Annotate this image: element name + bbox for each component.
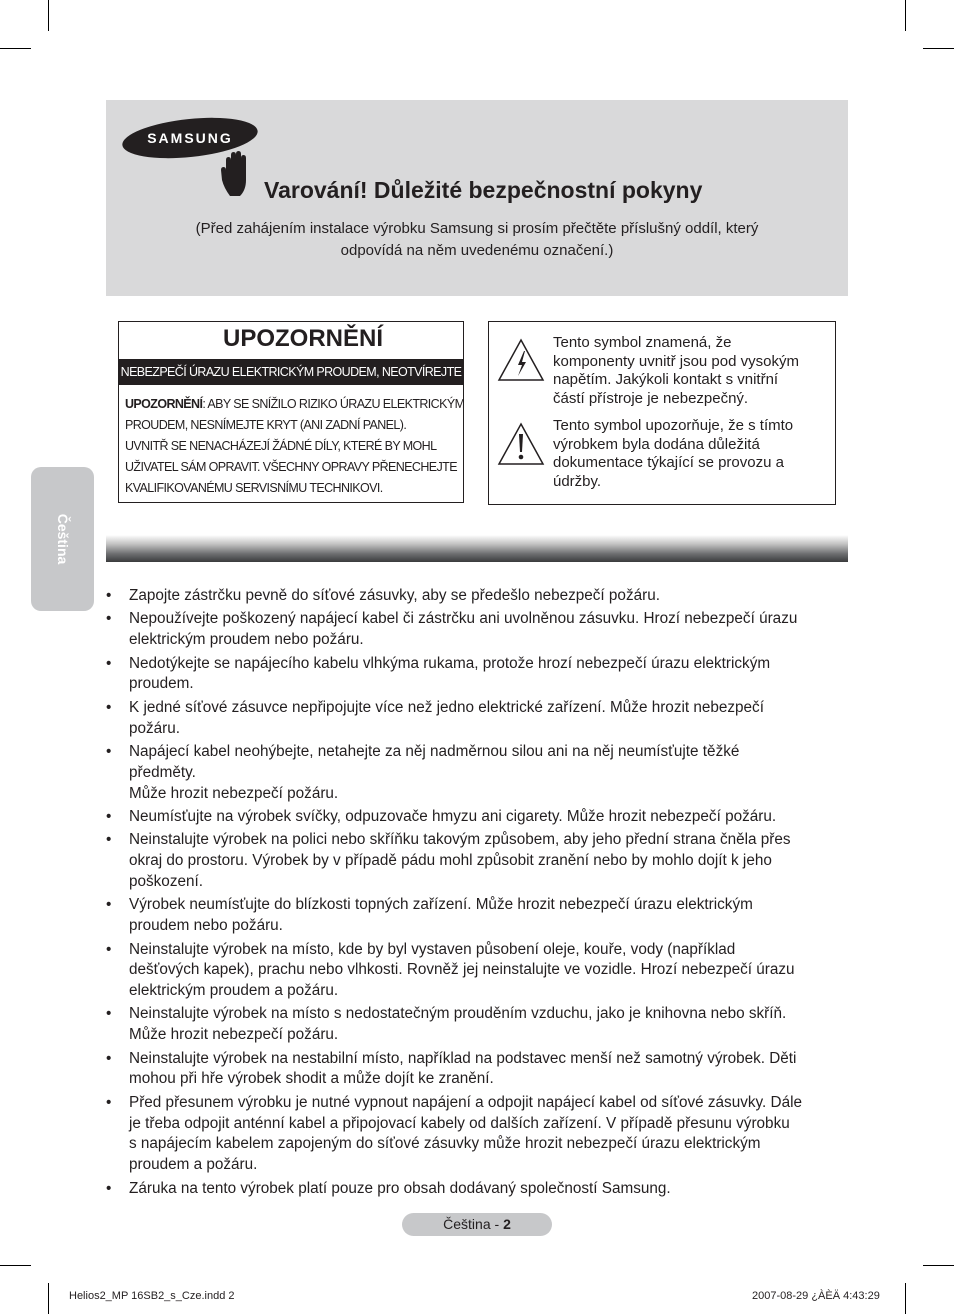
list-item-line: elektrickým proudem nebo požáru. [129, 631, 364, 649]
page-label: Čeština - [443, 1216, 504, 1232]
list-item-line: Neumísťujte na výrobek svíčky, odpuzovače hmyzu ani cigarety. Může hrozit nebezpečí požáru. [129, 807, 777, 825]
list-item-line: Může hrozit nebezpečí požáru. [129, 784, 339, 802]
symbol-line: Tento symbol upozorňuje, že s tímto [553, 417, 794, 434]
symbol-line: Tento symbol znamená, že [553, 334, 732, 351]
caution-bar: NEBEZPEČÍ ÚRAZU ELEKTRICKÝM PROUDEM, NEOTVÍREJTE [119, 359, 463, 385]
symbol-line: výrobkem byla dodána důležitá [553, 435, 760, 453]
symbol-description [553, 417, 831, 491]
list-item-line: Neinstalujte výrobek na místo, kde by byl vystaven působení oleje, kouře, vody (například [129, 940, 736, 958]
symbols-box [488, 321, 836, 505]
list-item [106, 742, 854, 804]
bullet-dot: • [106, 587, 112, 604]
bullet-dot: • [106, 742, 112, 760]
caution-line: UVNITŘ SE NENACHÁZEJÍ ŽÁDNÉ DÍLY, KTERÉ BY MOHL [125, 439, 437, 453]
header-panel [106, 100, 848, 296]
list-item-line: proudem. [129, 675, 194, 693]
list-item-line: elektrickým proudem a požáru. [129, 982, 339, 1000]
list-item-line: s napájecím kabelem zapojeným do síťové zásuvky může hrozit nebezpečí úrazu elektrickým [129, 1135, 761, 1153]
list-item-line: poškození. [129, 872, 203, 890]
safety-bullet-list [106, 586, 854, 1202]
file-slug: Helios2_MP 16SB2_s_Cze.indd 2 [69, 1290, 235, 1302]
list-item-line: požáru. [129, 719, 181, 737]
list-item-line: K jedné síťové zásuvce nepřipojujte více než jedno elektrické zařízení. Může hrozit nebezpečí [129, 698, 764, 716]
list-item-line: Před přesunem výrobku je nutné vypnout napájení a odpojit napájecí kabel od síťové zásuvky. Dále [129, 1093, 802, 1111]
list-item [106, 1049, 854, 1091]
caution-body [125, 394, 465, 499]
crop-mark [48, 1283, 49, 1314]
symbol-line: dokumentace týkající se provozu a [553, 454, 784, 471]
page-number-pill [402, 1213, 552, 1236]
list-item-line: Neinstalujte výrobek na nestabilní místo, například na podstavec menší než samotný výrobek. Děti [129, 1049, 797, 1067]
lightning-triangle-icon [497, 338, 545, 382]
bullet-dot: • [106, 831, 112, 849]
section-divider-bar [106, 535, 848, 562]
caution-line-text: : ABY SE SNÍŽILO RIZIKO ÚRAZU ELEKTRICKÝM [202, 397, 465, 411]
bullet-dot: • [106, 654, 112, 672]
language-side-tab [31, 467, 94, 611]
list-item-line: Záruka na tento výrobek platí pouze pro obsah dodávaný společností Samsung. [129, 1179, 671, 1197]
caution-box [118, 321, 464, 503]
symbol-description [553, 334, 831, 408]
list-item-line: Napájecí kabel neohýbejte, netahejte za něj nadměrnou silou ani na něj neumísťujte těžké [129, 742, 740, 760]
list-item-line: proudem a požáru. [129, 1156, 258, 1174]
list-item-line: je třeba odpojit anténní kabel a připojovací kabely od dalších zařízení. V případě přesunu výrobku [129, 1114, 790, 1132]
logo-text: SAMSUNG [147, 130, 233, 146]
list-item-line: Může hrozit nebezpečí požáru. [129, 1026, 339, 1044]
side-tab-label: Čeština [54, 513, 71, 565]
caution-lead: UPOZORNĚNÍ [125, 397, 203, 411]
hand-warning-icon [220, 150, 252, 202]
list-item [106, 830, 854, 892]
list-item [106, 807, 854, 828]
bullet-dot: • [106, 1093, 112, 1111]
list-item-line: Nepoužívejte poškozený napájecí kabel či zástrčku ani uvolněnou zásuvku. Hrozí nebezpečí úrazu [129, 610, 798, 628]
list-item-line: okraj do prostoru. Výrobek by v případě pádu mohl způsobit zranění nebo by mohlo dojít k jeho [129, 852, 772, 870]
subtitle-line: (Před zahájením instalace výrobku Samsung si prosím přečtěte příslušný oddíl, který [195, 220, 759, 237]
bullet-dot: • [106, 940, 112, 958]
caution-line: PROUDEM, NESNÍMEJTE KRYT (ANI ZADNÍ PANEL). [125, 418, 407, 432]
bullet-dot: • [106, 1179, 112, 1197]
list-item-line: Neinstalujte výrobek na polici nebo skříňku takovým způsobem, aby jeho přední strana čněla přes [129, 831, 791, 849]
timestamp-slug: 2007-08-29 ¿ÀÈÄ 4:43:29 [752, 1290, 880, 1302]
symbol-line: částí přístroje je nebezpečný. [553, 389, 749, 407]
page-title: Varování! Důležité bezpečnostní pokyny [264, 177, 703, 203]
bullet-dot: • [106, 896, 112, 914]
list-item [106, 609, 854, 651]
bullet-dot: • [106, 610, 112, 628]
list-item [106, 1093, 854, 1176]
caution-title: UPOZORNĚNÍ [223, 325, 384, 352]
bullet-dot: • [106, 1005, 112, 1023]
list-item [106, 940, 854, 1002]
bullet-dot: • [106, 1049, 112, 1067]
list-item-line: proudem nebo požáru. [129, 917, 283, 935]
list-item [106, 1179, 854, 1200]
list-item [106, 895, 854, 937]
crop-mark [905, 0, 906, 31]
exclamation-triangle-icon [497, 422, 545, 466]
crop-mark [0, 48, 31, 49]
crop-mark [923, 48, 954, 49]
list-item-line: Neinstalujte výrobek na místo s nedostatečným prouděním vzduchu, jako je knihovna nebo skříň. [129, 1005, 787, 1023]
list-item [106, 1004, 854, 1046]
header-subtitle [106, 218, 848, 262]
caution-line: KVALIFIKOVANÉMU SERVISNÍMU TECHNIKOVI. [125, 481, 383, 495]
page-number: 2 [503, 1216, 511, 1232]
list-item [106, 586, 854, 607]
caution-line [125, 394, 465, 415]
list-item-line: Výrobek neumísťujte do blízkosti topných zařízení. Může hrozit nebezpečí úrazu elektrickým [129, 896, 753, 914]
symbol-line: napětím. Jakýkoli kontakt s vnitřní [553, 371, 779, 388]
subtitle-line: odpovídá na něm uvedenému označení.) [340, 242, 614, 259]
crop-mark [923, 1265, 954, 1266]
bullet-dot: • [106, 807, 112, 825]
crop-mark [0, 1265, 31, 1266]
list-item-line: mohou při hře výrobek shodit a může dojít ke zranění. [129, 1070, 494, 1088]
symbol-line: údržby. [553, 472, 602, 490]
caution-line: UŽIVATEL SÁM OPRAVIT. VŠECHNY OPRAVY PŘENECHEJTE [125, 460, 457, 474]
list-item-line: předměty. [129, 763, 196, 781]
crop-mark [48, 0, 49, 31]
bullet-dot: • [106, 698, 112, 716]
list-item [106, 654, 854, 696]
list-item [106, 698, 854, 740]
list-item-line: dešťových kapek), prachu nebo vlhkosti. Rovněž jej neinstalujte ve vozidle. Hrozí nebezpečí úrazu [129, 961, 795, 979]
crop-mark [905, 1283, 906, 1314]
list-item-line: Zapojte zástrčku pevně do síťové zásuvky, aby se předešlo nebezpečí požáru. [129, 587, 660, 604]
symbol-line: komponenty uvnitř jsou pod vysokým [553, 352, 799, 370]
list-item-line: Nedotýkejte se napájecího kabelu vlhkýma rukama, protože hrozí nebezpečí úrazu elektrickým [129, 654, 771, 672]
